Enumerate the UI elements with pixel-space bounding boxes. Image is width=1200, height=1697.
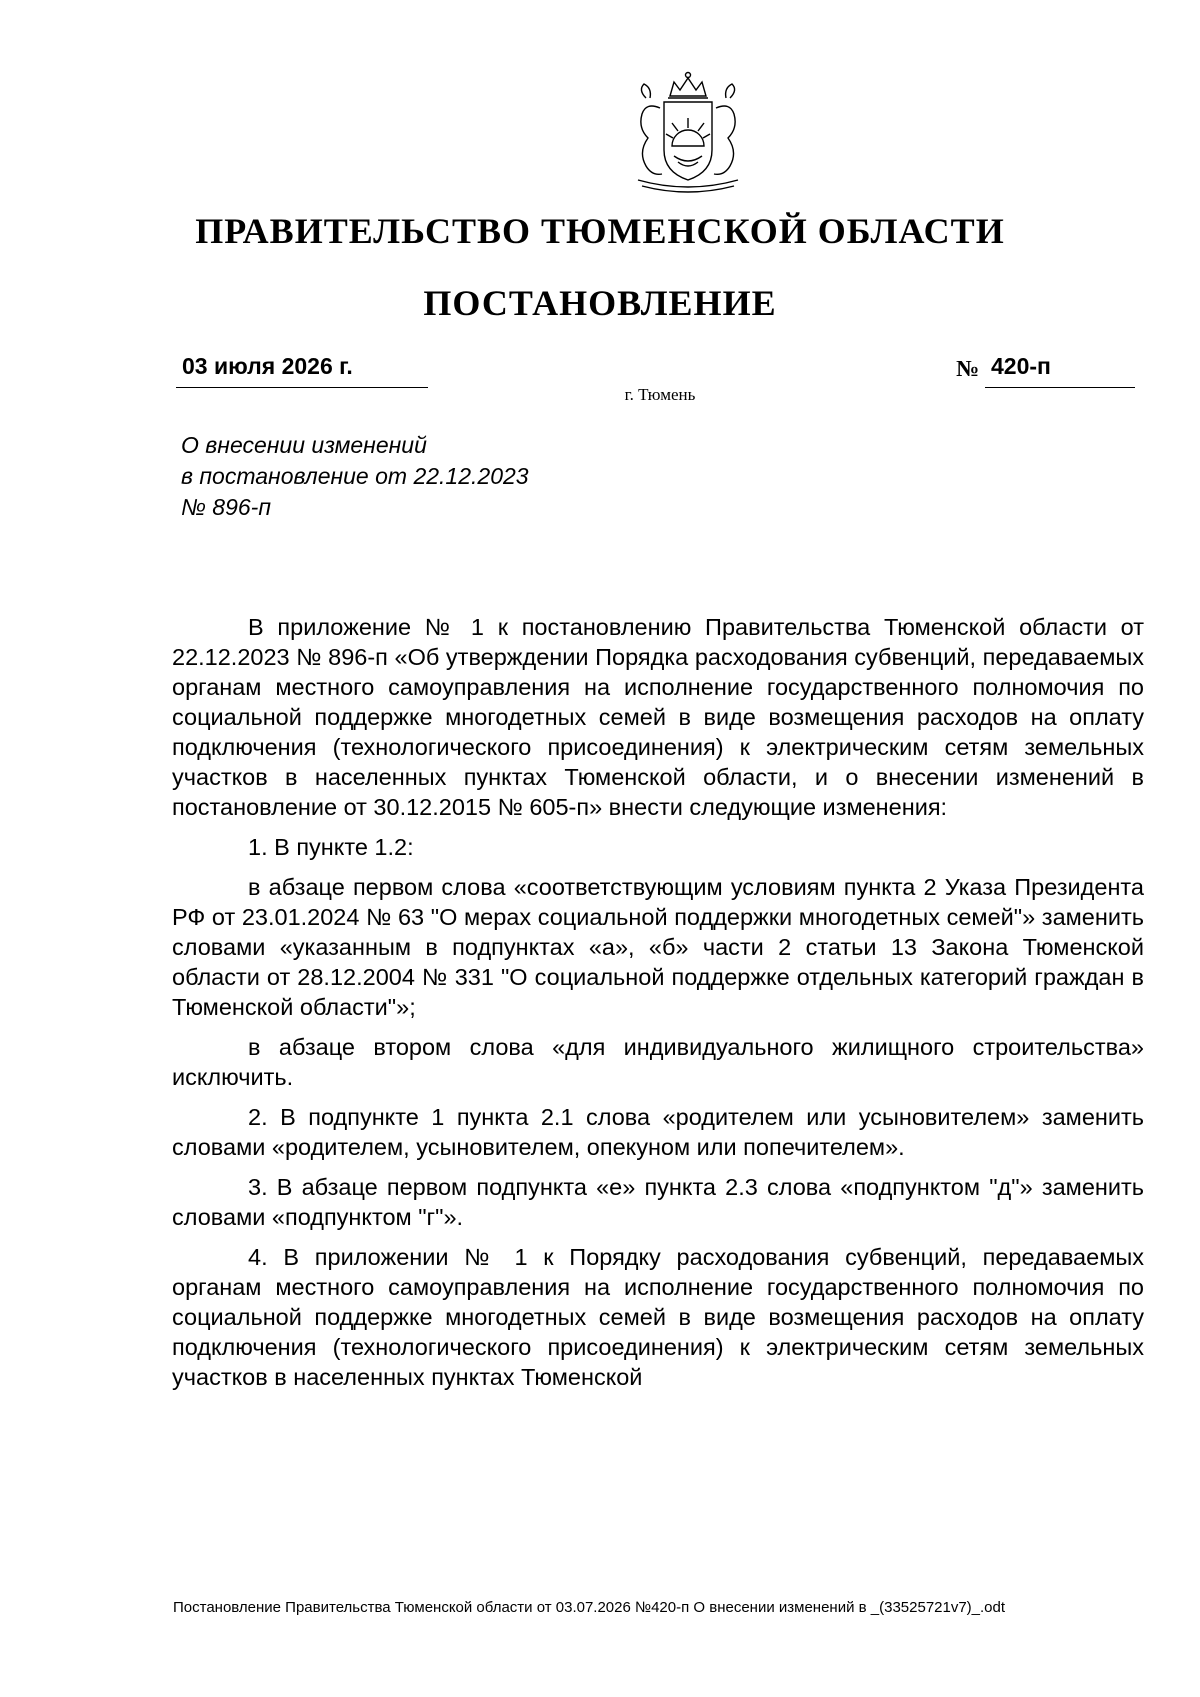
coat-of-arms-icon (608, 68, 768, 198)
document-type: ПОСТАНОВЛЕНИЕ (423, 283, 777, 323)
body-paragraph: 3. В абзаце первом подпункта «е» пункта 2.3 слова «подпунктом "д"» заменить словами «подпунктом "г"». (172, 1174, 1144, 1230)
organization-title: ПРАВИТЕЛЬСТВО ТЮМЕНСКОЙ ОБЛАСТИ (195, 211, 1005, 251)
number-field (985, 353, 1135, 388)
document-date: 03 июля 2026 г. (182, 353, 353, 379)
document-subject (181, 430, 741, 523)
subject-line: № 896-п (181, 494, 271, 520)
subject-line: О внесении изменений (181, 432, 427, 458)
page-footer: Постановление Правительства Тюменской области от 03.07.2026 №420-п О внесении изменений в _(33525721v7)_.odt (173, 1599, 1006, 1616)
document-number: 420-п (991, 353, 1051, 379)
body-paragraph: В приложение № 1 к постановлению Правительства Тюменской области от 22.12.2023 № 896-п «Об утверждении Порядка расходования субвенций, передаваемых органам местного самоуправления на исполнение государственного полномочия по социальной поддержке многодетных семей в виде возмещения расходов на оплату подключения (технологического присоединения) к электрическим сетям земельных участков в населенных пунктах Тюменской области, и о внесении изменений в постановление от 30.12.2015 № 605-п» внести следующие изменения: (172, 614, 1144, 820)
number-sign: № (956, 356, 980, 381)
body-paragraph: 4. В приложении № 1 к Порядку расходования субвенций, передаваемых органам местного самоуправления на исполнение государственного полномочия по социальной поддержке многодетных семей в виде возмещения расходов на оплату подключения (технологического присоединения) к электрическим сетям земельных участков в населенных пунктах Тюменской (172, 1244, 1144, 1390)
document-body (172, 612, 1144, 1401)
body-paragraph: 1. В пункте 1.2: (248, 834, 414, 860)
subject-line: в постановление от 22.12.2023 (181, 463, 529, 489)
city-label: г. Тюмень (624, 385, 696, 404)
body-paragraph: в абзаце втором слова «для индивидуального жилищного строительства» исключить. (172, 1034, 1144, 1090)
body-paragraph: 2. В подпункте 1 пункта 2.1 слова «родителем или усыновителем» заменить словами «родителем, усыновителем, опекуном или попечителем». (172, 1104, 1144, 1160)
body-paragraph: в абзаце первом слова «соответствующим условиям пункта 2 Указа Президента РФ от 23.01.2024 № 63 "О мерах социальной поддержки многодетных семей"» заменить словами «указанным в подпунктах «а», «б» части 2 статьи 13 Закона Тюменской области от 28.12.2004 № 331 "О социальной поддержке отдельных категорий граждан в Тюменской области"»; (172, 874, 1144, 1020)
date-field (176, 353, 428, 388)
